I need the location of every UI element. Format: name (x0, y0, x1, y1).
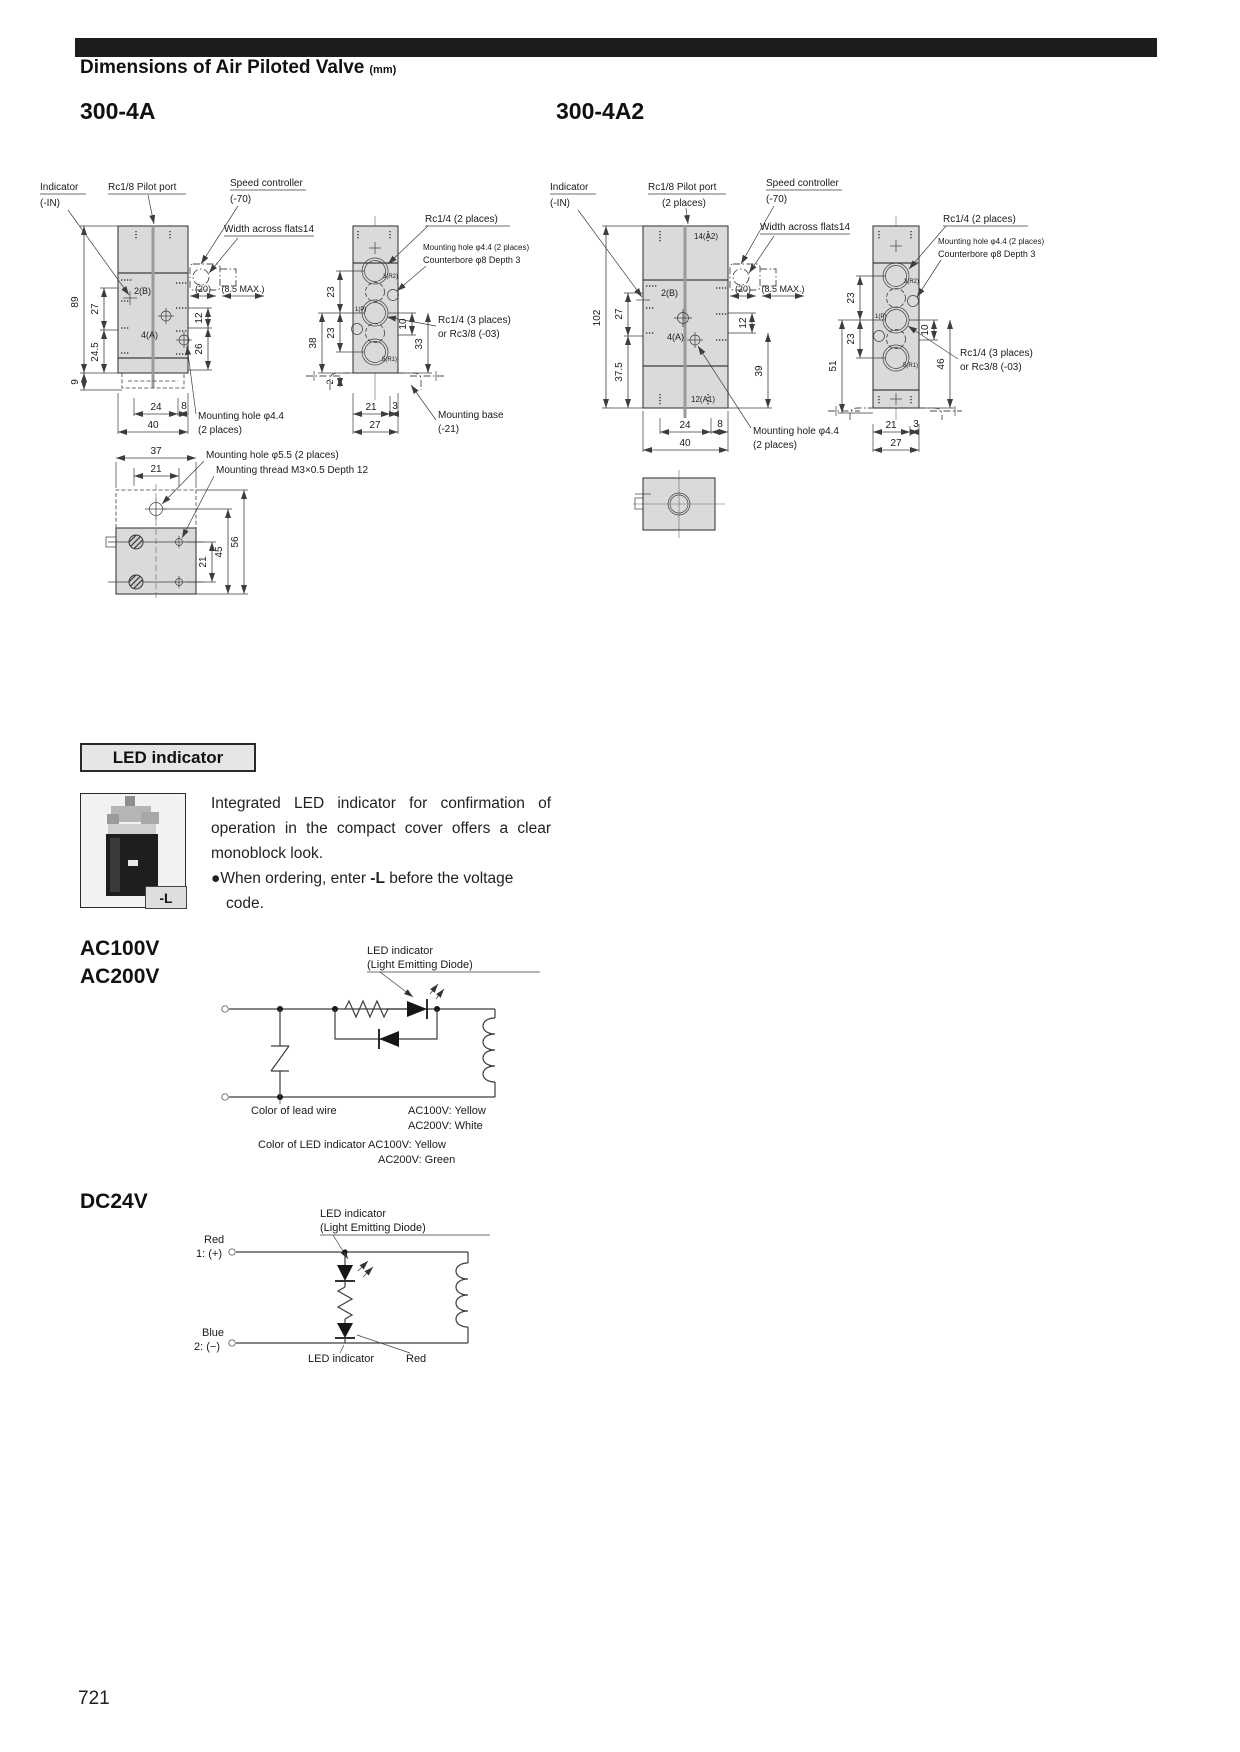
port-3R2-label: 3(R2) (904, 279, 920, 285)
dim-fr21: 21 (198, 556, 209, 568)
dc24v-heading: DC24V (80, 1190, 148, 1213)
footprint-view (106, 446, 368, 600)
light-emission-arrow (363, 1267, 373, 1277)
indicator-label: Indicator (550, 182, 589, 193)
rc38-label: or Rc3/8 (-03) (438, 329, 500, 340)
coil-symbol (483, 1009, 495, 1097)
dim-46: 46 (936, 358, 947, 370)
ordering-note-post: before the voltage code. (226, 870, 514, 913)
ac200v-green-label: AC200V: Green (378, 1154, 456, 1166)
blue-lead-label: Blue (202, 1327, 225, 1339)
dim-21: 21 (885, 420, 897, 431)
width-flats-label: Width across flats14 (224, 224, 315, 235)
mounting-base-outline (828, 408, 962, 420)
dim-27: 27 (614, 308, 625, 320)
mounting-hole55-label: Mounting hole φ5.5 (2 places) (206, 450, 339, 461)
indicator-code-label: (-IN) (40, 198, 60, 209)
dc-led-sublabel: (Light Emitting Diode) (320, 1222, 426, 1234)
dim-8: 8 (181, 401, 187, 412)
side-view-body (828, 216, 962, 420)
dim-39: 39 (754, 365, 765, 377)
speed-controller-code-label: (-70) (766, 194, 788, 205)
dim-23a: 23 (326, 286, 337, 298)
dim-27b: 27 (890, 438, 902, 449)
indicator-code-label: (-IN) (550, 198, 570, 209)
ac100v-heading: AC100V (80, 937, 160, 960)
dim-40: 40 (147, 420, 159, 431)
dimension-diagram-300-4A (38, 168, 558, 628)
dim-40: 40 (679, 438, 691, 449)
rc14-2places-label: Rc1/4 (2 places) (425, 214, 498, 225)
dim-8-5-max: (8.5 MAX.) (761, 284, 805, 294)
port-5R1-label: 5(R1) (382, 357, 398, 363)
dim-33: 33 (414, 338, 425, 350)
resistor-symbol (338, 1287, 352, 1319)
front-view-body (118, 226, 236, 388)
ac-led-sublabel: (Light Emitting Diode) (367, 959, 473, 971)
port-3R2-label: 3(R2) (383, 274, 399, 280)
page-title (80, 57, 396, 79)
diode-symbol (379, 1031, 399, 1047)
width-flats-label: Width across flats14 (760, 222, 851, 233)
dim-10: 10 (920, 324, 931, 336)
dim-fr45: 45 (214, 546, 225, 558)
led-indicator-photo (80, 793, 186, 908)
mounting-hole-label: Mounting hole φ4.4 (753, 426, 839, 437)
ac200v-heading: AC200V (80, 965, 160, 988)
red-lead-label: Red (204, 1234, 225, 1246)
dim-12: 12 (194, 312, 205, 324)
dim-8-5-max: (8.5 MAX.) (221, 284, 265, 294)
dim-27: 27 (90, 303, 101, 315)
terminal1-label: 1: (+) (196, 1248, 222, 1260)
dim-102: 102 (592, 309, 603, 327)
terminal-bottom (229, 1340, 235, 1346)
dc-led-label: LED indicator (320, 1208, 387, 1220)
mounting-hole-label: Mounting hole φ4.4 (198, 411, 284, 422)
dim-21: 21 (365, 402, 377, 413)
option-code-tag: -L (145, 886, 187, 909)
dc-circuit (229, 1249, 468, 1353)
led-ordering-note (211, 866, 551, 916)
speed-controller-label: Speed controller (230, 178, 303, 189)
dc-led-indicator-label: LED indicator (308, 1353, 375, 1365)
ac-circuit (222, 984, 495, 1104)
reverse-diode-branch (335, 1009, 437, 1049)
page-number: 721 (78, 1688, 110, 1709)
led-symbol (337, 1265, 353, 1281)
dim-24-5: 24.5 (90, 342, 101, 362)
ac-circuit-diagram (205, 942, 565, 1167)
led-color-label: Color of LED indicator AC100V: Yellow (258, 1139, 446, 1151)
dim-38: 38 (308, 337, 319, 349)
dc-circuit-diagram (178, 1205, 508, 1365)
port-4A-label: 4(A) (141, 330, 159, 340)
led-description-paragraph: Integrated LED indicator for confirmation of operation in the compact cover offers a clear monoblock look. (211, 795, 551, 863)
terminal-top (229, 1249, 235, 1255)
speed-controller-code-label: (-70) (230, 194, 252, 205)
ordering-note-pre: When ordering, enter (220, 870, 371, 888)
rc14-2places-label: Rc1/4 (2 places) (943, 214, 1016, 225)
dim-3: 3 (913, 419, 919, 430)
side-view-callouts (908, 214, 1044, 373)
option-code-bold: -L (370, 870, 385, 888)
rc14-3places-label: Rc1/4 (3 places) (960, 348, 1033, 359)
dim-23b: 23 (326, 327, 337, 339)
front-view-body (636, 226, 776, 418)
terminal2-label: 2: (−) (194, 1341, 220, 1353)
dim-51: 51 (828, 360, 839, 372)
ac-led-label: LED indicator (367, 945, 434, 957)
rc14-3places-label: Rc1/4 (3 places) (438, 315, 511, 326)
light-emission-arrow (430, 984, 438, 994)
dim-f37: 37 (150, 446, 162, 457)
diode-symbol (337, 1323, 353, 1338)
led-description (211, 791, 551, 917)
coil-symbol (456, 1252, 468, 1343)
mounting-hole-small-label: Mounting hole φ4.4 (2 places) (423, 243, 530, 252)
dim-89: 89 (70, 296, 81, 308)
dim-37-5: 37.5 (614, 362, 625, 382)
dim-3: 3 (392, 401, 398, 412)
dim-20: (20) (734, 284, 752, 294)
bullet-icon: ● (211, 870, 221, 888)
dim-9: 9 (70, 379, 81, 385)
light-emission-arrow (358, 1261, 368, 1271)
port-5R1-label: 5(R1) (903, 363, 919, 369)
pilot-port-label: Rc1/8 Pilot port (648, 182, 717, 193)
bottom-view (633, 470, 725, 538)
mounting-hole-small-label: Mounting hole φ4.4 (2 places) (938, 237, 1045, 246)
terminal-bottom (222, 1094, 228, 1100)
led-indicator-header-label: LED indicator (112, 747, 224, 767)
terminal-top (222, 1006, 228, 1012)
dimension-diagram-300-4A2 (548, 168, 1088, 573)
counterbore-label: Counterbore φ8 Depth 3 (938, 249, 1036, 259)
indicator-label: Indicator (40, 182, 79, 193)
dim-10: 10 (398, 318, 409, 330)
pilot-port-label: Rc1/8 Pilot port (108, 182, 177, 193)
mounting-thread-label: Mounting thread M3×0.5 Depth 12 (216, 465, 369, 476)
counterbore-label: Counterbore φ8 Depth 3 (423, 255, 521, 265)
dim-f21: 21 (150, 464, 162, 475)
dc-led-red-label: Red (406, 1353, 427, 1365)
model-heading-300-4A2: 300-4A2 (556, 98, 645, 124)
model-heading-300-4A: 300-4A (80, 98, 156, 124)
dim-2: 2 (325, 379, 335, 385)
lead-wire-color-label: Color of lead wire (251, 1105, 337, 1117)
led-symbol (407, 1001, 427, 1017)
mounting-hole-label2: (2 places) (198, 425, 242, 436)
port-1P-label: 1(P) (355, 307, 367, 313)
dim-24: 24 (150, 402, 162, 413)
dim-fr56: 56 (230, 536, 241, 548)
dim-27b: 27 (369, 420, 381, 431)
page-title-text: Dimensions of Air Piloted Valve (80, 57, 365, 78)
unit-label: (mm) (369, 64, 397, 76)
light-emission-arrow (436, 989, 444, 999)
dim-23a: 23 (846, 292, 857, 304)
mounting-hole-label2: (2 places) (753, 440, 797, 451)
dim-24: 24 (679, 420, 691, 431)
rc38-label: or Rc3/8 (-03) (960, 362, 1022, 373)
mounting-base-code-label: (-21) (438, 424, 460, 435)
ac200v-white-label: AC200V: White (408, 1120, 483, 1132)
port-4A-label: 4(A) (667, 332, 685, 342)
speed-controller-label: Speed controller (766, 178, 839, 189)
section-divider-bar (75, 38, 1157, 57)
dim-12: 12 (738, 317, 749, 329)
dim-8: 8 (717, 419, 723, 430)
ac100v-yellow-label: AC100V: Yellow (408, 1105, 486, 1117)
dim-20: (20) (194, 284, 212, 294)
mounting-base-label: Mounting base (438, 410, 504, 421)
varistor-symbol (271, 1009, 289, 1097)
dim-23b: 23 (846, 333, 857, 345)
port-12A1-label: 12(A1) (691, 395, 716, 404)
pilot-port-places-label: (2 places) (662, 198, 706, 209)
port-2B-label: 2(B) (134, 286, 152, 296)
led-indicator-section-header (80, 743, 256, 772)
port-1P-label: 1(P) (875, 314, 887, 320)
port-14A2-label: 14(A2) (694, 232, 719, 241)
dim-26: 26 (194, 343, 205, 355)
port-2B-label: 2(B) (661, 288, 679, 298)
